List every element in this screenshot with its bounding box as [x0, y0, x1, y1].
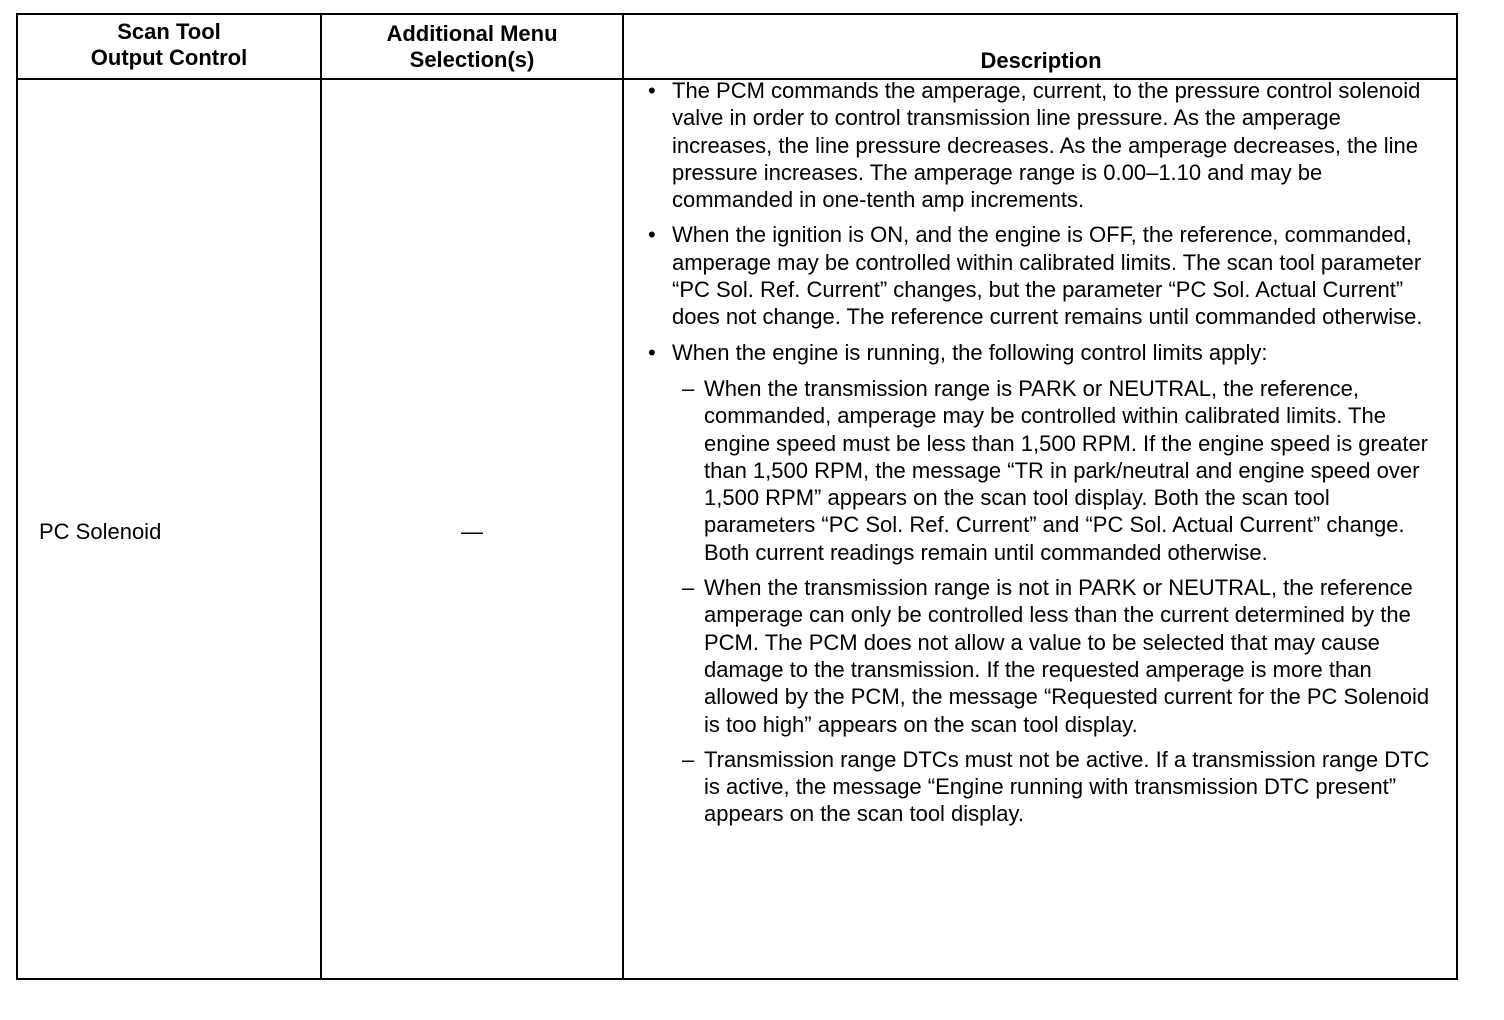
- bullet-icon: •: [648, 339, 656, 365]
- bullet-text: When the engine is running, the following control limits apply:: [672, 339, 1268, 365]
- list-item: [648, 339, 1438, 828]
- dash-icon: –: [682, 575, 695, 601]
- header-scan-tool-output-control: [18, 19, 320, 71]
- bullet-icon: •: [648, 222, 656, 248]
- column-divider: [320, 15, 322, 978]
- menu-selection-cell: —: [461, 519, 483, 544]
- bullet-text: When the ignition is ON, and the engine is OFF, the reference, commanded, amperage may be controlled within calibrated limits. The scan tool parameter “PC Sol. Ref. Current” changes, but the parameter “PC Sol. Actual Current” does not change. The reference current remains until commanded otherwise.: [672, 222, 1423, 330]
- header-line: Additional Menu: [386, 21, 558, 46]
- sub-list-item: [648, 574, 1438, 738]
- header-line: Output Control: [90, 45, 248, 70]
- sub-list-item: [648, 746, 1438, 828]
- sub-bullet-text: When the transmission range is PARK or NEUTRAL, the reference, commanded, amperage may be controlled within calibrated limits. The engine speed must be less than 1,500 RPM. If the engine speed is greater than 1,500 RPM, the message “TR in park/neutral and engine speed over 1,500 RPM” appears on the scan tool display. Both the scan tool parameters “PC Sol. Ref. Current” and “PC Sol. Actual Current” change. Both current readings remain until commanded otherwise.: [704, 375, 1429, 565]
- bullet-icon: •: [648, 78, 656, 103]
- header-additional-menu-selections: [322, 21, 622, 73]
- list-item: [648, 77, 1438, 213]
- bullet-text: The PCM commands the amperage, current, to the pressure control solenoid valve in order to control transmission line pressure. As the amperage increases, the line pressure decreases. As the amperage decreases, the line pressure increases. The amperage range is 0.00–1.10 and may be commanded in one-tenth amp increments.: [672, 78, 1421, 213]
- sub-list: [672, 375, 1438, 828]
- sub-bullet-text: When the transmission range is not in PARK or NEUTRAL, the reference amperage can only be controlled less than the current determined by the PCM. The PCM does not allow a value to be selected that may cause damage to the transmission. If the requested amperage is more than allowed by the PCM, the message “Requested current for the PC Solenoid is too high” appears on the scan tool display.: [704, 575, 1430, 737]
- sub-bullet-text: Transmission range DTCs must not be active. If a transmission range DTC is active, the message “Engine running with transmission DTC present” appears on the scan tool display.: [704, 746, 1430, 827]
- list-item: [648, 221, 1438, 330]
- header-line: Scan Tool: [117, 19, 221, 44]
- control-name-cell: PC Solenoid: [39, 519, 162, 544]
- dash-icon: –: [682, 746, 695, 772]
- sub-list-item: [648, 375, 1438, 566]
- dash-icon: –: [682, 375, 695, 401]
- column-divider: [622, 15, 624, 978]
- header-line: Selection(s): [409, 47, 535, 72]
- header-description: Description: [980, 48, 1102, 73]
- description-cell: [648, 77, 1438, 836]
